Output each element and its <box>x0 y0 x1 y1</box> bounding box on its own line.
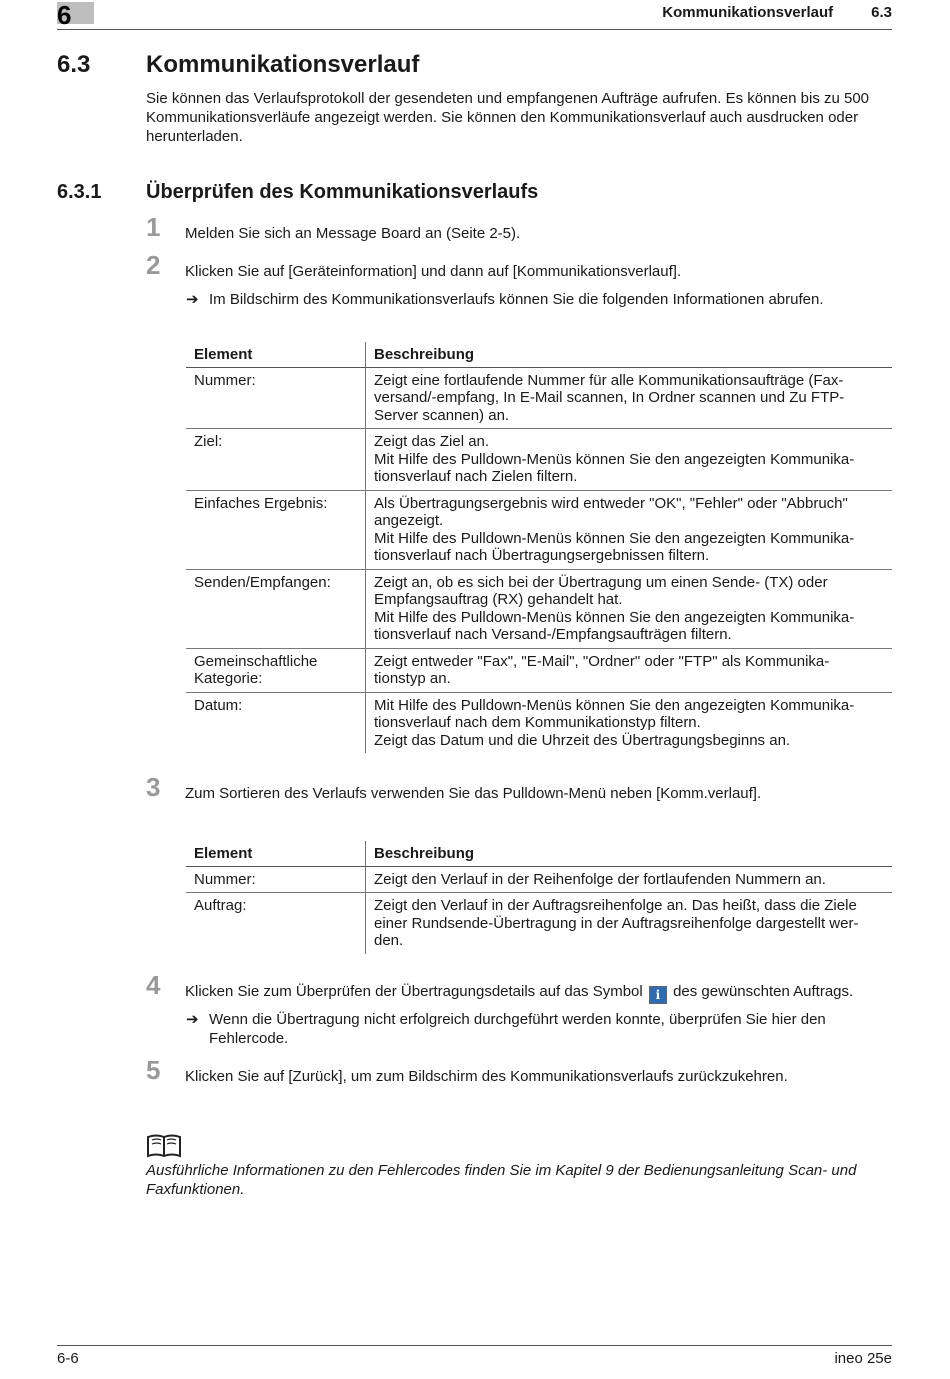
table-row <box>186 367 892 429</box>
row-description: Zeigt entweder "Fax", "E-Mail", "Ordner" oder "FTP" als Kommunika- tionstyp an. <box>366 648 893 692</box>
section-heading <box>57 50 419 80</box>
row-description: Mit Hilfe des Pulldown-Menüs können Sie den angezeigten Kommunika- tionsverlauf nach dem Kommunikationstyp filtern. Zeigt das Datum und die Uhrzeit des Übertragungsbeginns an. <box>374 696 855 749</box>
step-number: 2 <box>146 250 161 280</box>
row-item: Senden/Empfangen: <box>186 569 366 648</box>
subsection-title: Überprüfen des Kommunikationsverlaufs <box>146 181 539 203</box>
row-item: Nummer: <box>186 866 366 893</box>
page-number: 6-6 <box>57 1350 79 1367</box>
arrow-right-icon: ➔ <box>186 291 199 308</box>
column-header-description: Beschreibung <box>366 342 893 367</box>
step-text: Melden Sie sich an Message Board an (Seite 2-5). <box>185 225 521 242</box>
table-row <box>186 490 892 569</box>
result-text: Im Bildschirm des Kommunikationsverlaufs können Sie die folgenden Informationen abrufen. <box>209 291 824 308</box>
step-number: 4 <box>146 970 161 1000</box>
row-item: Gemeinschaftliche Kategorie: <box>186 648 366 692</box>
section-title: Kommunikationsverlauf <box>146 51 420 78</box>
table-row <box>186 692 892 753</box>
table-row <box>186 893 892 954</box>
step-number: 3 <box>146 772 161 802</box>
step-number: 1 <box>146 212 161 242</box>
running-header-title: Kommunikationsverlauf <box>662 4 834 21</box>
row-item: Datum: <box>186 692 366 753</box>
header-rule <box>57 29 892 30</box>
section-number: 6.3 <box>57 51 91 78</box>
info-table <box>186 342 892 753</box>
row-item: Nummer: <box>186 367 366 429</box>
row-item: Auftrag: <box>186 893 366 954</box>
step-text: Klicken Sie auf [Geräteinformation] und dann auf [Kommunikationsverlauf]. <box>185 263 682 280</box>
subsection-heading <box>57 178 538 206</box>
section-intro: Sie können das Verlaufsprotokoll der gesendeten und empfangenen Aufträge aufrufen. Es können bis zu 500 Kommunikationsverläufe angezeigt werden. Sie können den Kommunikationsverlauf auch ausdrucken oder herunterladen. <box>146 90 870 145</box>
row-description: Zeigt eine fortlaufende Nummer für alle Kommunikationsaufträge (Fax- versand/-empfang, In E-Mail scannen, In Ordner scannen und Zu FTP- Server scannen) an. <box>366 367 893 429</box>
running-header-number: 6.3 <box>871 4 892 21</box>
row-item: Ziel: <box>186 429 366 491</box>
step-2-result <box>186 290 876 309</box>
column-header-element: Element <box>186 841 366 866</box>
row-description: Zeigt an, ob es sich bei der Übertragung um einen Sende- (TX) oder Empfangsauftrag (RX) gehandelt hat. Mit Hilfe des Pulldown-Menüs können Sie den angezeigten Kommunika- tionsverlauf nach Versand-/Empfangsaufträgen filtern. <box>366 569 893 648</box>
row-description: Als Übertragungsergebnis wird entweder "OK", "Fehler" oder "Abbruch" angezeigt. Mit Hilfe des Pulldown-Menüs können Sie den angezeigten Kommunika- tionsverlauf nach Übertragungsergebnissen filtern. <box>366 490 893 569</box>
arrow-right-icon: ➔ <box>186 1011 199 1028</box>
step-4-result <box>186 1010 876 1048</box>
row-description: Zeigt den Verlauf in der Reihenfolge der fortlaufenden Nummern an. <box>366 866 893 893</box>
step-text: Zum Sortieren des Verlaufs verwenden Sie das Pulldown-Menü neben [Komm.verlauf]. <box>185 785 762 802</box>
table-row <box>186 648 892 692</box>
column-header-element: Element <box>186 342 366 367</box>
product-name: ineo 25e <box>834 1350 892 1367</box>
step-text: Klicken Sie auf [Zurück], um zum Bildschirm des Kommunikationsverlaufs zurückzukehren. <box>185 1068 788 1085</box>
result-text: Wenn die Übertragung nicht erfolgreich durchgeführt werden konnte, überprüfen Sie hier den Fehlercode. <box>209 1011 826 1047</box>
reference-note: Ausführliche Informationen zu den Fehlercodes finden Sie im Kapitel 9 der Bedienungsanleitung Scan- und Faxfunktionen. <box>146 1162 857 1198</box>
row-item: Einfaches Ergebnis: <box>186 490 366 569</box>
step-number: 5 <box>146 1055 161 1085</box>
sort-table <box>186 841 892 954</box>
row-description: Zeigt den Verlauf in der Auftragsreihenfolge an. Das heißt, dass die Ziele einer Rundsende-Übertragung in der Auftragsreihenfolge dargestellt wer- den. <box>374 897 859 949</box>
book-icon <box>146 1133 182 1164</box>
table-row <box>186 866 892 893</box>
footer-rule <box>57 1345 892 1346</box>
chapter-number: 6 <box>57 0 72 30</box>
running-header <box>662 4 892 21</box>
row-description: Zeigt das Ziel an. Mit Hilfe des Pulldown-Menüs können Sie den angezeigten Kommunika- tionsverlauf nach Zielen filtern. <box>366 429 893 491</box>
step-text: Klicken Sie zum Überprüfen der Übertragungsdetails auf das Symbol i des gewünschten Auftrags. <box>185 983 854 1002</box>
table-row <box>186 569 892 648</box>
column-header-description: Beschreibung <box>366 841 893 866</box>
subsection-number: 6.3.1 <box>57 181 102 203</box>
info-icon: i <box>649 986 667 1004</box>
table-row <box>186 429 892 491</box>
